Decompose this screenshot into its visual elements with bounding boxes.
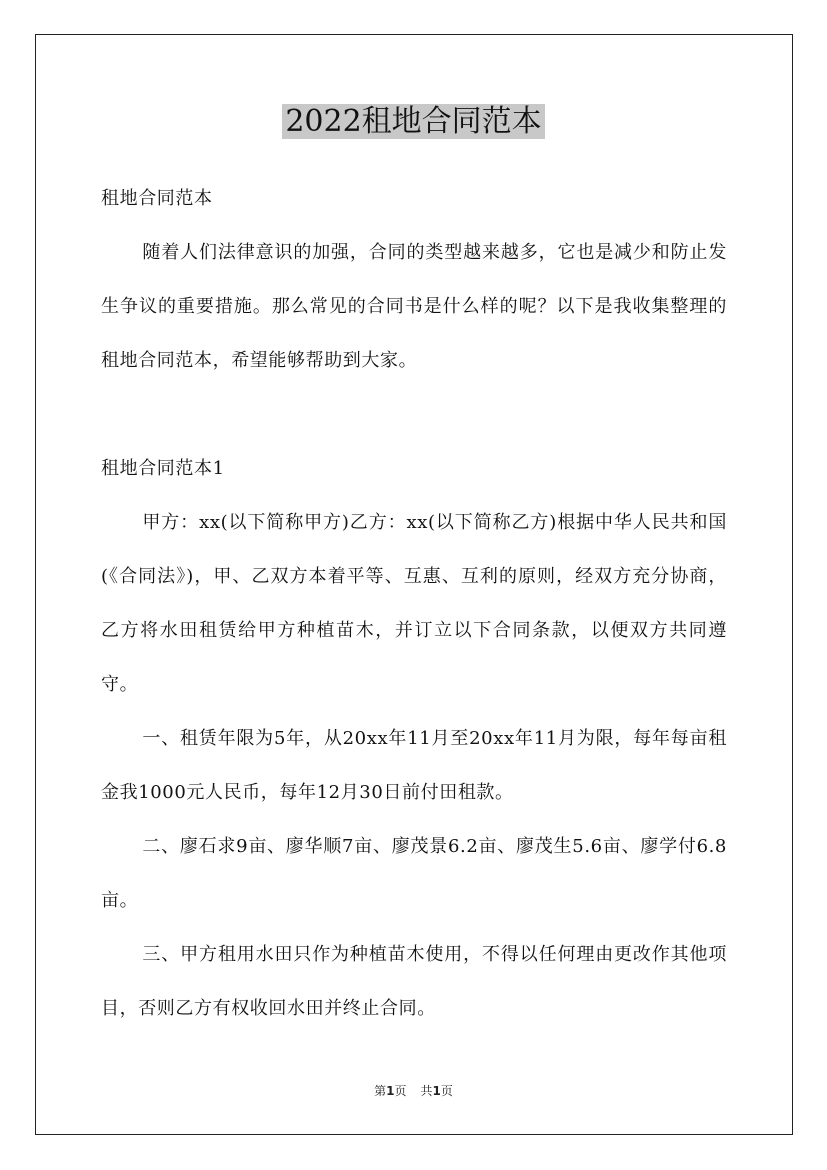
page-suffix: 页 — [394, 1084, 407, 1098]
page-prefix: 第 — [374, 1084, 387, 1098]
section-heading-main: 租地合同范本 — [101, 188, 213, 209]
document-title — [0, 100, 827, 144]
contract-clause-1: 一、租赁年限为5年，从20xx年11月至20xx年11月为限，每年每亩租金我1000元人民币，每年12月30日前付田租款。 — [101, 728, 727, 803]
contract-clause-2: 二、廖石求9亩、廖华顺7亩、廖茂景6.2亩、廖茂生5.6亩、廖学付6.8亩。 — [101, 836, 727, 911]
document-title-text: 2022租地合同范本 — [282, 104, 544, 139]
page-number: 1 — [386, 1084, 395, 1098]
page-footer — [0, 1081, 827, 1101]
contract-preamble: 甲方：xx(以下简称甲方)乙方：xx(以下简称乙方)根据中华人民共和国(《合同法》)，甲、乙双方本着平等、互惠、互利的原则，经双方充分协商，乙方将水田租赁给甲方种植苗木，并订立以下合同条款，以便双方共同遵守。 — [101, 512, 727, 695]
paragraph-spacer — [101, 388, 727, 442]
document-body — [101, 172, 727, 1036]
section-heading-1: 租地合同范本1 — [101, 458, 225, 479]
total-prefix: 共 — [420, 1084, 433, 1098]
total-pages: 1 — [432, 1084, 441, 1098]
total-suffix: 页 — [440, 1084, 453, 1098]
intro-paragraph: 随着人们法律意识的加强，合同的类型越来越多，它也是减少和防止发生争议的重要措施。那么常见的合同书是什么样的呢？以下是我收集整理的租地合同范本，希望能够帮助到大家。 — [101, 242, 727, 371]
contract-clause-3: 三、甲方租用水田只作为种植苗木使用，不得以任何理由更改作其他项目，否则乙方有权收回水田并终止合同。 — [101, 944, 727, 1019]
